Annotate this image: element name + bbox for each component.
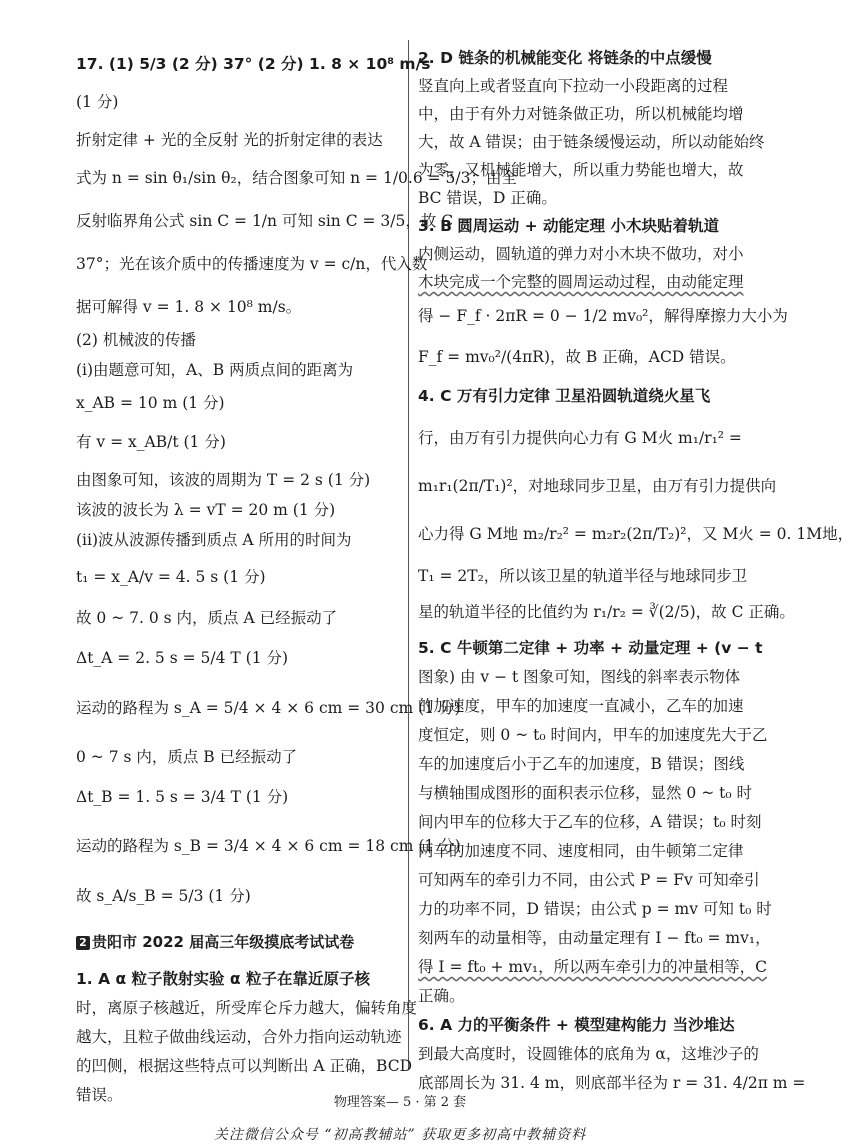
text-line: (1 分) xyxy=(76,93,119,111)
text-line: 反射临界角公式 sin C = 1/n 可知 sin C = 3/5，故 C = xyxy=(76,212,472,230)
text-line: BC 错误，D 正确。 xyxy=(418,189,557,207)
text-line: 力的功率不同，D 错误；由公式 p = mv 可知 t₀ 时 xyxy=(418,900,772,918)
q4-header: 4. C 万有引力定律 卫星沿圆轨道绕火星飞 xyxy=(418,387,711,405)
text-line: 图象) 由 v − t 图象可知，图线的斜率表示物体 xyxy=(418,668,741,686)
q5-header: 5. C 牛顿第二定律 + 功率 + 动量定理 + (v − t xyxy=(418,639,763,657)
q17-header: 17. (1) 5/3 (2 分) 37° (2 分) 1. 8 × 10⁸ m/s xyxy=(76,55,431,73)
text-line: 内侧运动，圆轨道的弹力对小木块不做功，对小 xyxy=(418,245,744,263)
section-number-badge: 2 xyxy=(76,936,90,950)
text-line: 据可解得 v = 1. 8 × 10⁸ m/s。 xyxy=(76,298,302,316)
q1-header: 1. A α 粒子散射实验 α 粒子在靠近原子核 xyxy=(76,970,370,988)
text-line: 得 I = ft₀ + mv₁，所以两车牵引力的冲量相等，C xyxy=(418,958,767,976)
text-line: 由图象可知，该波的周期为 T = 2 s (1 分) xyxy=(76,471,371,489)
text-line: 正确。 xyxy=(418,987,465,1005)
bottom-notice: 关注微信公众号 “初高教辅站” 获取更多初高中教辅资料 xyxy=(213,1127,587,1143)
text-line: 为零，又机械能增大，所以重力势能也增大，故 xyxy=(418,161,744,179)
text-line: 与横轴围成图形的面积表示位移，显然 0 ~ t₀ 时 xyxy=(418,784,753,802)
text-line: 车的加速度后小于乙车的加速度，B 错误；图线 xyxy=(418,755,745,773)
text-line: 时，离原子核越近，所受库仑斥力越大，偏转角度 xyxy=(76,999,418,1017)
text-line: 两车的加速度不同、速度相同，由牛顿第二定律 xyxy=(418,842,744,860)
text-line: m₁r₁(2π/T₁)²，对地球同步卫星，由万有引力提供向 xyxy=(418,477,777,495)
text-line: 底部周长为 31. 4 m，则底部半径为 r = 31. 4/2π m = xyxy=(418,1074,806,1092)
text-line: 运动的路程为 s_A = 5/4 × 4 × 6 cm = 30 cm (1 分) xyxy=(76,699,461,717)
text-line: 可知两车的牵引力不同，由公式 P = Fv 可知牵引 xyxy=(418,871,760,889)
q6-header: 6. A 力的平衡条件 + 模型建构能力 当沙堆达 xyxy=(418,1016,735,1034)
text-line: 间内甲车的位移大于乙车的位移，A 错误；t₀ 时刻 xyxy=(418,813,762,831)
text-line: 度恒定，则 0 ~ t₀ 时间内，甲车的加速度先大于乙 xyxy=(418,726,768,744)
text-line: 0 ~ 7 s 内，质点 B 已经振动了 xyxy=(76,748,298,766)
section-heading xyxy=(76,932,354,953)
text-line: 的凹侧，根据这些特点可以判断出 A 正确，BCD xyxy=(76,1057,413,1075)
page-footer: 物理答案— 5 · 第 2 套 xyxy=(333,1095,467,1110)
text-line: 有 v = x_AB/t (1 分) xyxy=(76,433,226,451)
text-line: 中，由于有外力对链条做正功，所以机械能均增 xyxy=(418,105,744,123)
text-line: 越大，且粒子做曲线运动，合外力指向运动轨迹 xyxy=(76,1028,402,1046)
text-line: 星的轨道半径的比值约为 r₁/r₂ = ∛(2/5)，故 C 正确。 xyxy=(418,603,795,621)
text-line: 故 s_A/s_B = 5/3 (1 分) xyxy=(76,887,251,905)
text-line: 式为 n = sin θ₁/sin θ₂，结合图象可知 n = 1/0.6 = 5/3；由全 xyxy=(76,169,517,187)
text-line: 到最大高度时，设圆锥体的底角为 α，这堆沙子的 xyxy=(418,1045,759,1063)
text-line: 折射定律 + 光的全反射 光的折射定律的表达 xyxy=(76,131,383,149)
text-line: 37°；光在该介质中的传播速度为 v = c/n，代入数 xyxy=(76,255,428,273)
text-line: 木块完成一个完整的圆周运动过程，由动能定理 xyxy=(418,273,744,291)
text-line: 得 − F_f · 2πR = 0 − 1/2 mv₀²，解得摩擦力大小为 xyxy=(418,307,788,325)
text-line: 故 0 ~ 7. 0 s 内，质点 A 已经振动了 xyxy=(76,609,338,627)
text-line: 刻两车的动量相等，由动量定理有 I − ft₀ = mv₁， xyxy=(418,929,771,947)
text-line: 行，由万有引力提供向心力有 G M火 m₁/r₁² = xyxy=(418,429,742,447)
text-line: 该波的波长为 λ = vT = 20 m (1 分) xyxy=(76,501,336,519)
q2-header: 2. D 链条的机械能变化 将链条的中点缓慢 xyxy=(418,49,712,67)
text-line: 大，故 A 错误；由于链条缓慢运动，所以动能始终 xyxy=(418,133,765,151)
text-line: Δt_B = 1. 5 s = 3/4 T (1 分) xyxy=(76,788,289,806)
text-line: 的加速度，甲车的加速度一直减小，乙车的加速 xyxy=(418,697,744,715)
text-line: x_AB = 10 m (1 分) xyxy=(76,394,225,412)
text-line: (ii)波从波源传播到质点 A 所用的时间为 xyxy=(76,531,352,549)
column-divider xyxy=(408,40,409,1070)
text-line: t₁ = x_A/v = 4. 5 s (1 分) xyxy=(76,568,266,586)
text-line: 错误。 xyxy=(76,1086,123,1104)
q3-header: 3. B 圆周运动 + 动能定理 小木块贴着轨道 xyxy=(418,217,719,235)
text-line: 心力得 G M地 m₂/r₂² = m₂r₂(2π/T₂)²，又 M火 = 0. 1M地， xyxy=(418,525,853,543)
section-title: 贵阳市 2022 届高三年级摸底考试试卷 xyxy=(92,933,355,951)
text-line: (i)由题意可知，A、B 两质点间的距离为 xyxy=(76,361,354,379)
text-line: F_f = mv₀²/(4πR)，故 B 正确，ACD 错误。 xyxy=(418,348,736,366)
text-line: (2) 机械波的传播 xyxy=(76,331,196,349)
text-line: Δt_A = 2. 5 s = 5/4 T (1 分) xyxy=(76,649,289,667)
text-line: 竖直向上或者竖直向下拉动一小段距离的过程 xyxy=(418,77,729,95)
text-line: T₁ = 2T₂，所以该卫星的轨道半径与地球同步卫 xyxy=(418,567,748,585)
text-line: 运动的路程为 s_B = 3/4 × 4 × 6 cm = 18 cm (1 分) xyxy=(76,837,461,855)
